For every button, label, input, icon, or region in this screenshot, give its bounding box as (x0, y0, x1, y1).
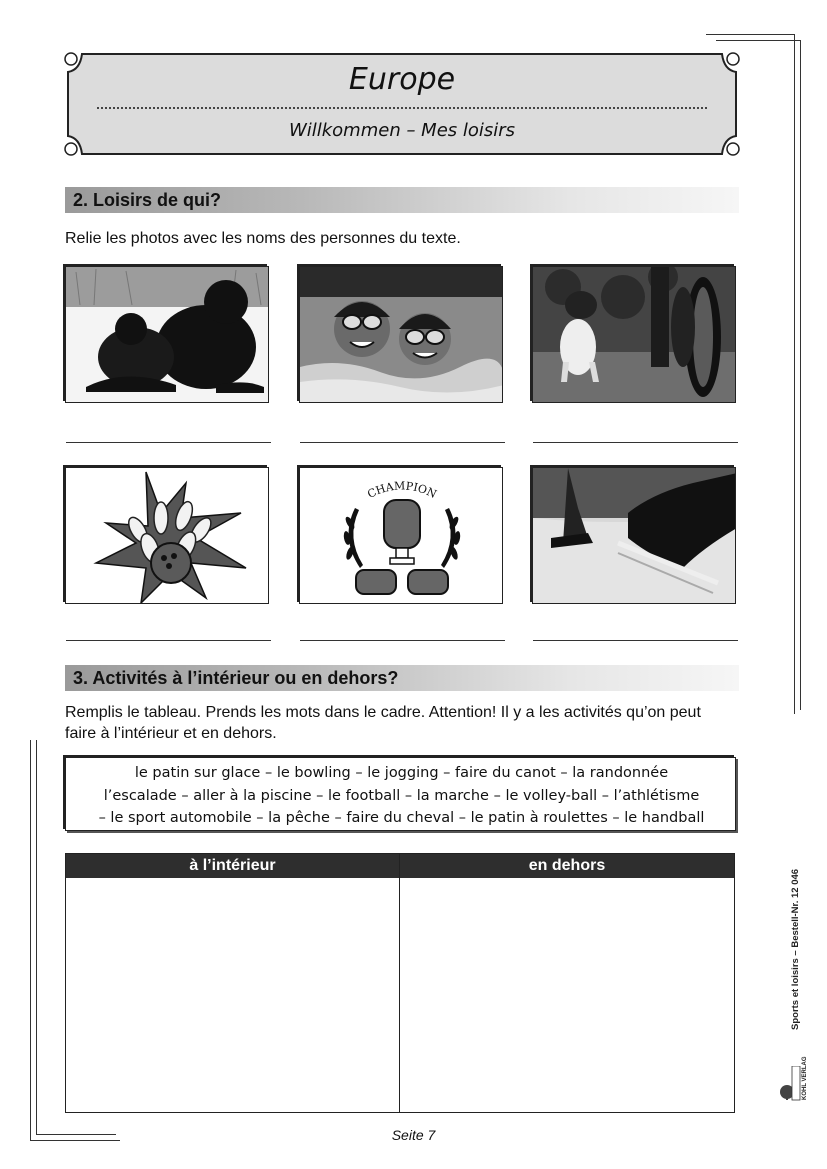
section-heading-2 (65, 187, 739, 213)
table-cell-outside[interactable] (400, 878, 734, 1112)
publisher-name: KOHL VERLAG (802, 1056, 808, 1100)
champion-label: CHAMPION (365, 479, 439, 501)
bowling-icon (65, 467, 269, 604)
section-3-instruction-line2: faire à l’intérieur et en dehors. (65, 725, 277, 742)
section-3-instruction-line1: Remplis le tableau. Prends les mots dans le cadre. Attention! Il y a les activités qu’on peut (65, 704, 701, 721)
section-heading-3 (65, 665, 739, 691)
svg-text:CHAMPION (365, 479, 439, 501)
answer-line[interactable] (66, 442, 271, 443)
frame-top-right-v2 (800, 40, 801, 710)
side-order-text: Sports et loisirs – Bestell-Nr. 12 046 (790, 868, 801, 1030)
word-line: le patin sur glace – le bowling – le jogging – faire du canot – la randonnée (134, 765, 669, 781)
header-banner (64, 50, 740, 158)
kids-swimming-photo (299, 266, 503, 403)
activities-table (65, 853, 735, 1113)
word-line: l’escalade – aller à la piscine – le football – la marche – le volley-ball – l’athlétisme (103, 788, 700, 804)
frame-top-right-h (706, 34, 794, 35)
page-subtitle: Willkommen – Mes loisirs (288, 120, 516, 141)
word-box (65, 757, 736, 831)
boxing-champion-icon (299, 467, 503, 604)
ice-skate-photo (532, 467, 736, 604)
dogs-photo (65, 266, 269, 403)
answer-line[interactable] (533, 640, 738, 641)
table-cell-inside[interactable] (66, 878, 399, 1112)
dog-bicycle-photo (532, 266, 736, 403)
section-2-instruction: Relie les photos avec les noms des personnes du texte. (65, 230, 461, 247)
page-number: Seite 7 (391, 1127, 436, 1143)
table-header-inside: à l’intérieur (66, 854, 399, 878)
answer-line[interactable] (66, 640, 271, 641)
table-header-outside: en dehors (400, 854, 734, 878)
section-heading-2-label: 2. Loisirs de qui? (73, 190, 222, 210)
frame-bottom-left-v (30, 740, 31, 1140)
answer-line[interactable] (300, 640, 505, 641)
frame-bottom-left-v2 (36, 740, 37, 1134)
publisher-logo (778, 1056, 808, 1107)
word-line: – le sport automobile – la pêche – faire du cheval – le patin à roulettes – le handball (98, 810, 705, 826)
answer-line[interactable] (533, 442, 738, 443)
frame-top-right-h2 (716, 40, 800, 41)
answer-line[interactable] (300, 442, 505, 443)
frame-top-right-v (794, 34, 795, 714)
page-title: Europe (348, 62, 456, 97)
section-heading-3-label: 3. Activités à l’intérieur ou en dehors? (73, 668, 399, 688)
dotted-divider (97, 107, 707, 109)
